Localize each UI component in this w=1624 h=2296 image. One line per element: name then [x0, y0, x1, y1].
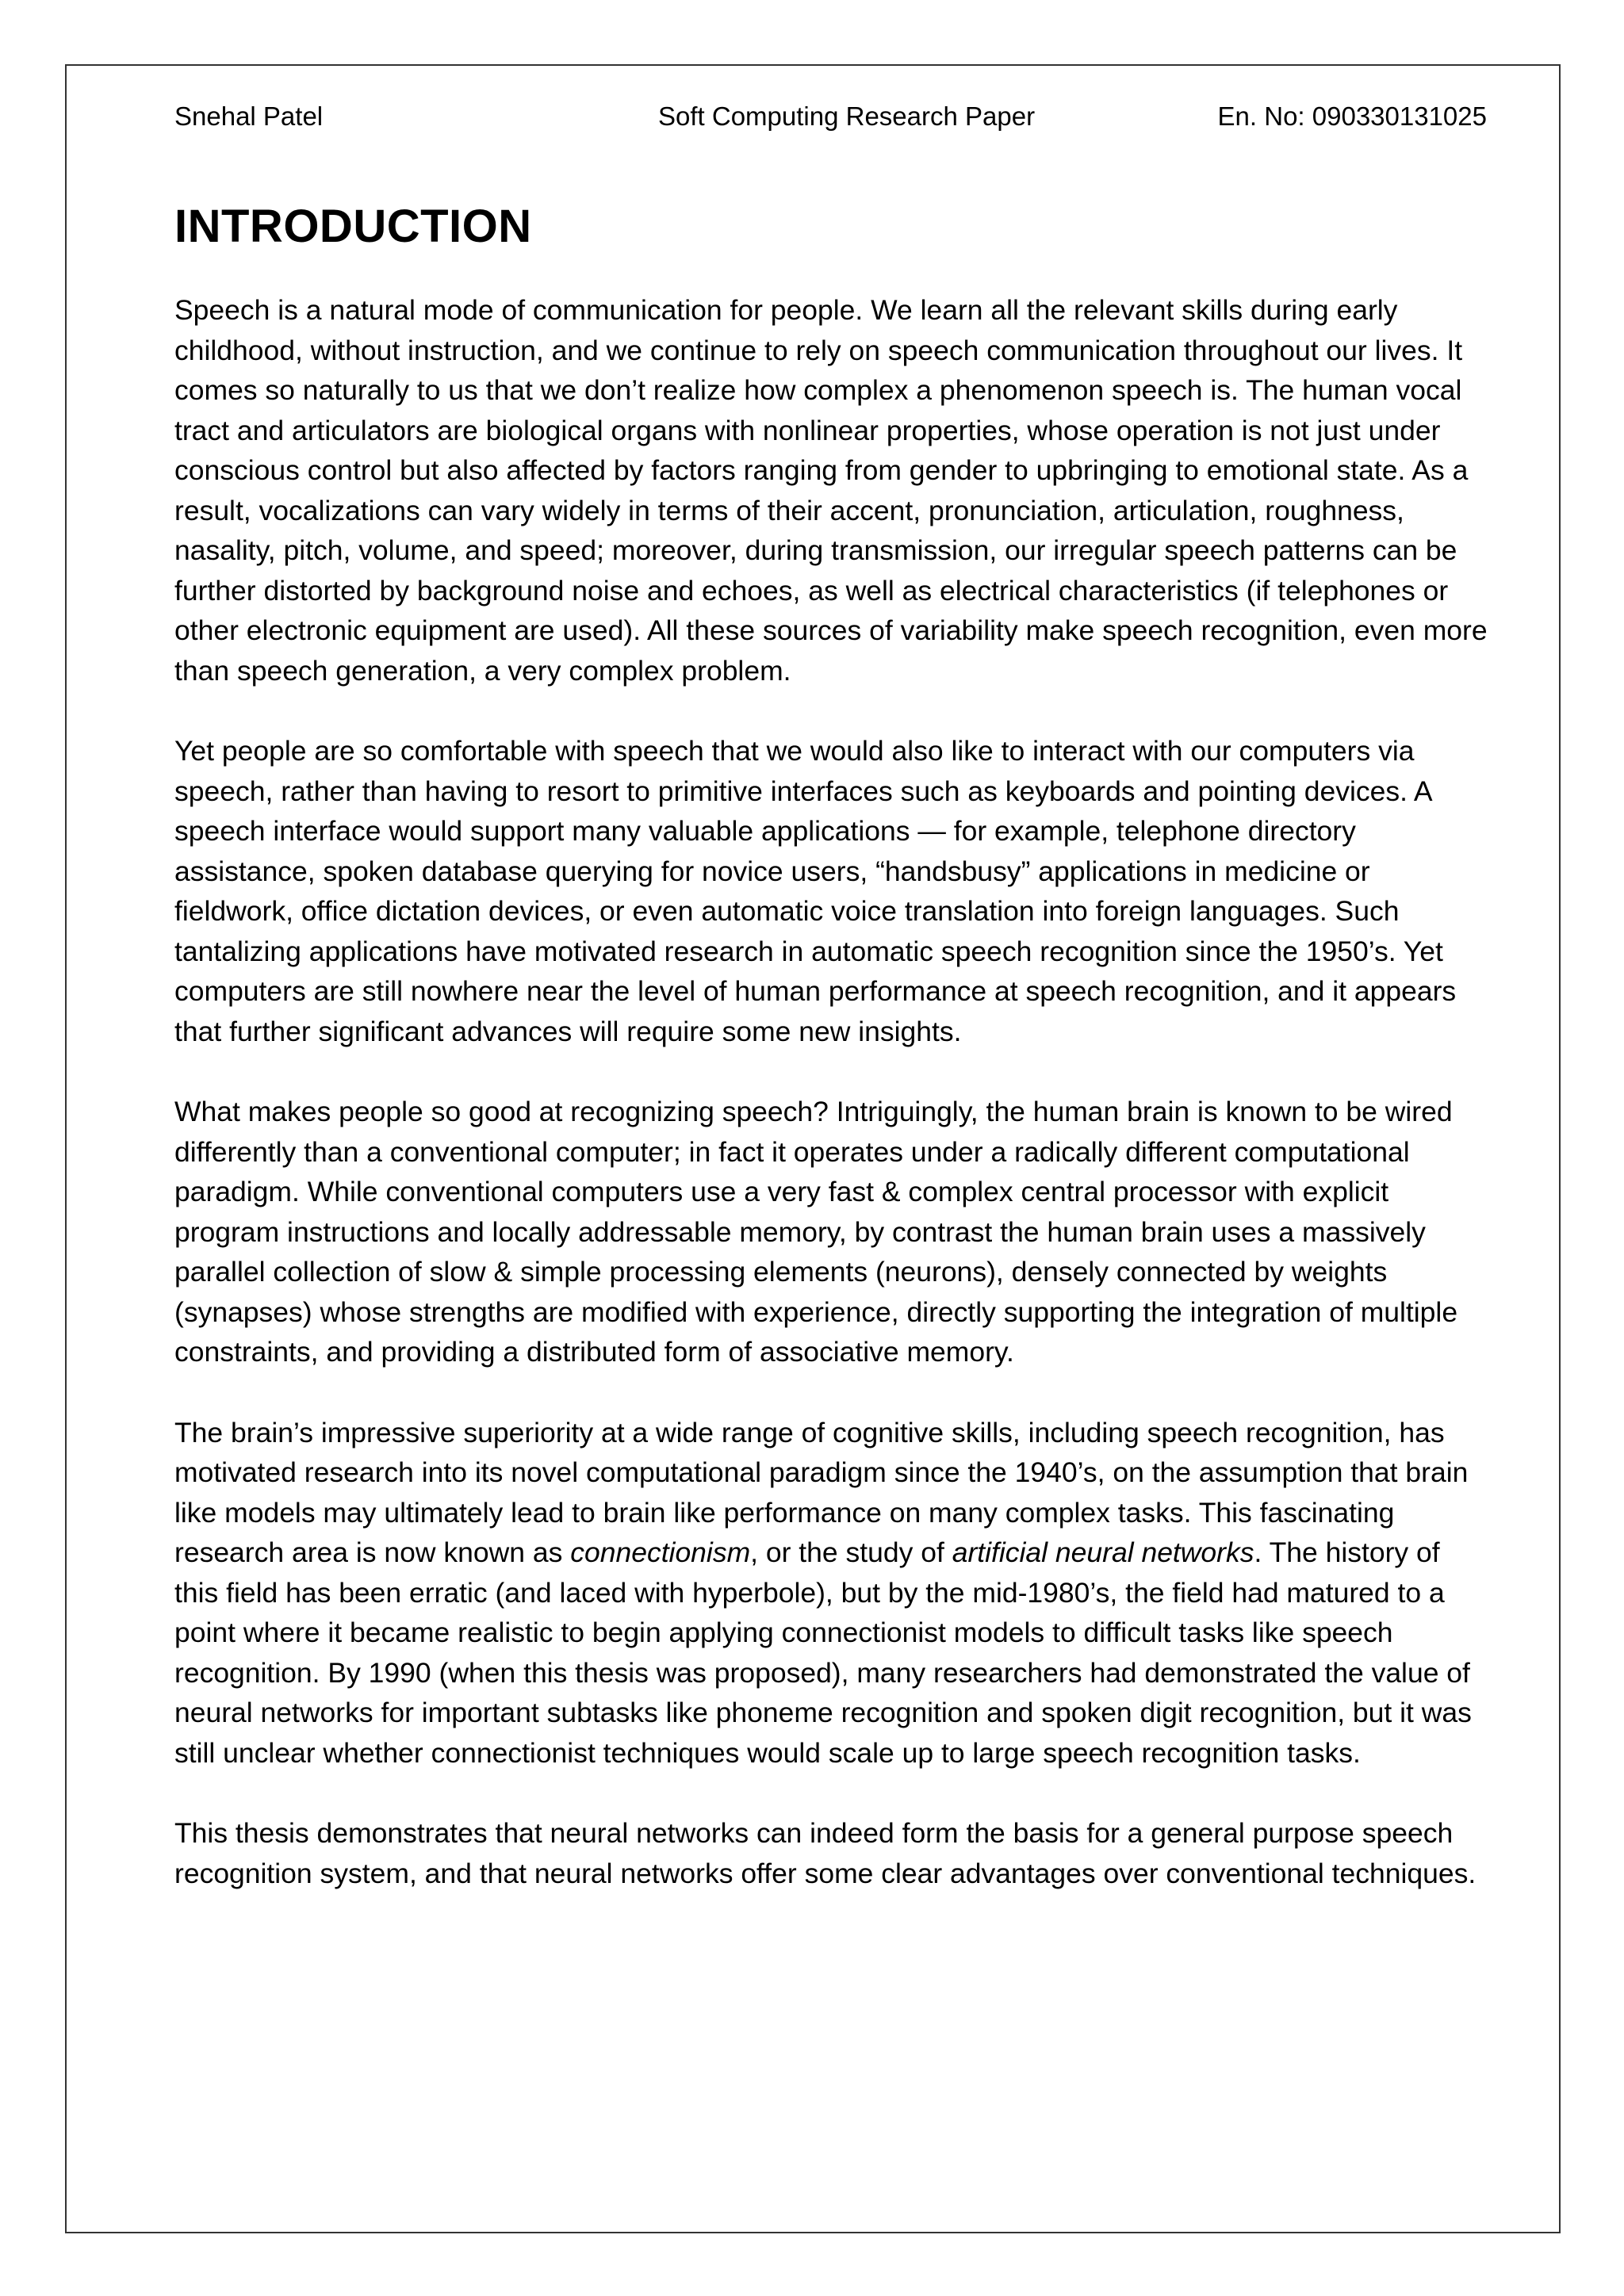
- section-heading: INTRODUCTION: [174, 201, 532, 252]
- paragraph-3: What makes people so good at recognizing speech? Intriguingly, the human brain is known to be wired differently than a conventional computer; in fact it operates under a radically different computational paradigm. While conventional computers use a very fast & complex central processor with explicit program instructions and locally addressable memory, by contrast the human brain uses a massively parallel collection of slow & simple processing elements (neurons), densely connected by weights (synapses) whose strengths are modified with experience, directly supporting the integration of multiple constraints, and providing a distributed form of associative memory.: [174, 1096, 1458, 1368]
- document-body: [174, 195, 1491, 1934]
- paragraph-4-text-2: , or the study of: [750, 1536, 952, 1568]
- paragraph-4: [174, 1413, 1491, 1774]
- paragraph-4-text-3: . The history of this field has been erratic (and laced with hyperbole), but by the mid-1980’s, the field had matured to a point where it became realistic to begin applying connectionist models to difficult tasks like speech recognition. By 1990 (when this thesis was proposed), many researchers had demonstrated the value of neural networks for important subtasks like phoneme recognition and spoken digit recognition, but it was still unclear whether connectionist techniques would scale up to large speech recognition tasks.: [174, 1536, 1472, 1769]
- page-header: [174, 97, 1487, 136]
- paragraph-4-text-1: The brain’s impressive superiority at a wide range of cognitive skills, including speech recognition, has motivated research into its novel computational paradigm since the 1940’s, on the assumption that brain like models may ultimately lead to brain like performance on many complex tasks. This fascinating research area is now known as: [174, 1416, 1469, 1568]
- header-enrollment-number: En. No: 090330131025: [1217, 101, 1487, 131]
- header-author: Snehal Patel: [174, 101, 324, 131]
- paragraph-5: This thesis demonstrates that neural networks can indeed form the basis for a general purpose speech recognition system, and that neural networks offer some clear advantages over conventional techniques.: [174, 1817, 1477, 1889]
- term-artificial-neural-networks: artificial neural networks: [952, 1536, 1254, 1568]
- term-connectionism: connectionism: [570, 1536, 751, 1568]
- paragraph-1: Speech is a natural mode of communication for people. We learn all the relevant skills during early childhood, without instruction, and we continue to rely on speech communication throughout our lives. It comes so naturally to us that we don’t realize how complex a phenomenon speech is. The human vocal tract and articulators are biological organs with nonlinear properties, whose operation is not just under conscious control but also affected by factors ranging from gender to upbringing to emotional state. As a result, vocalizations can vary widely in terms of their accent, pronunciation, articulation, roughness, nasality, pitch, volume, and speed; moreover, during transmission, our irregular speech patterns can be further distorted by background noise and echoes, as well as electrical characteristics (if telephones or other electronic equipment are used). All these sources of variability make speech recognition, even more than speech generation, a very complex problem.: [174, 294, 1488, 687]
- paragraph-2: Yet people are so comfortable with speech that we would also like to interact with our computers via speech, rather than having to resort to primitive interfaces such as keyboards and pointing devices. A speech interface would support many valuable applications — for example, telephone directory assistance, spoken database querying for novice users, “handsbusy” applications in medicine or fieldwork, office dictation devices, or even automatic voice translation into foreign languages. Such tantalizing applications have motivated research in automatic speech recognition since the 1950’s. Yet computers are still nowhere near the level of human performance at speech recognition, and it appears that further significant advances will require some new insights.: [174, 735, 1457, 1047]
- header-title: Soft Computing Research Paper: [658, 101, 1036, 131]
